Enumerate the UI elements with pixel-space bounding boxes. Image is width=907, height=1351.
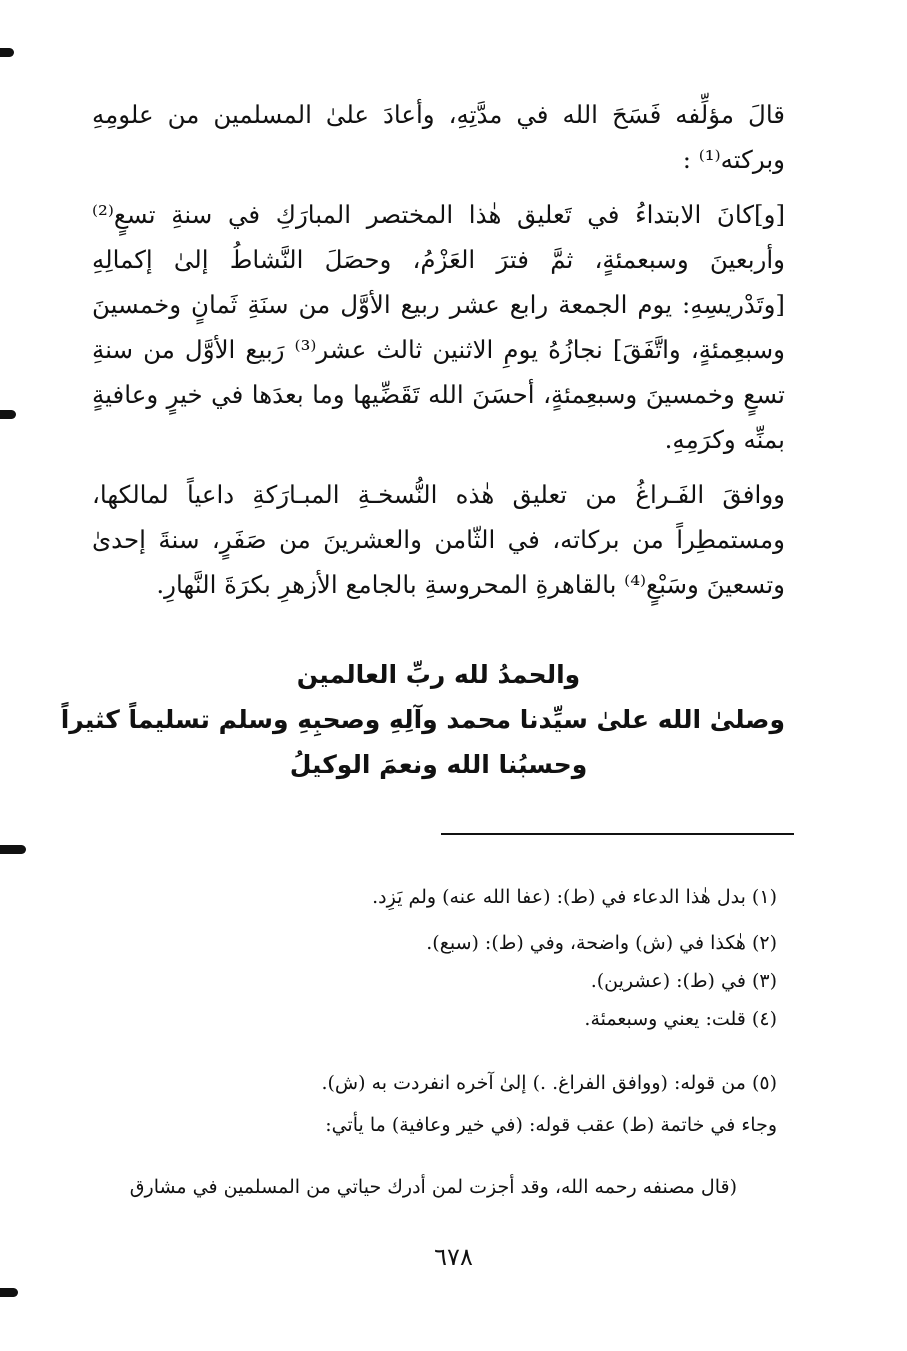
footnote: (٢) هٰكذا في (ش) واضحة، وفي (ط): (سبع). <box>426 932 777 954</box>
closing-doxology <box>60 652 785 787</box>
paragraph-intro: قالَ مؤلِّفه فَسَحَ الله في مدَّتِهِ، وأعادَ علىٰ المسلمين من علومِهِ وبركته⁽¹⁾ : <box>92 100 785 174</box>
closing-line: وصلىٰ الله علىٰ سيِّدنا محمد وآلِهِ وصحبِهِ وسلم تسليماً كثيراً <box>60 705 785 734</box>
page-number: ٦٧٨ <box>434 1243 473 1271</box>
scan-edge-mark <box>0 1288 18 1297</box>
paragraph-completion: ووافقَ الفَـراغُ من تعليق هٰذه النُّسخـةِ المبـارَكةِ داعياً لمالكها، ومستمطِراً من بركاته، في الثّامن والعشرينَ من صَفَرٍ، سنةَ إحدىٰ وتسعينَ وسَبْعٍ⁽⁴⁾ بالقاهرةِ المحروسةِ بالجامع الأزهرِ بكرَةَ النَّهارِ. <box>92 480 785 599</box>
footnote: (٣) في (ط): (عشرين). <box>590 970 777 992</box>
footnote-separator <box>441 833 794 835</box>
closing-line: وحسبُنا الله ونعمَ الوكيلُ <box>289 750 588 779</box>
footnote: (١) بدل هٰذا الدعاء في (ط): (عفا الله عنه) ولم يَزِد. <box>372 886 777 908</box>
main-text <box>92 92 785 607</box>
footnote: وجاء في خاتمة (ط) عقب قوله: (في خير وعافية) ما يأتي: <box>325 1114 777 1136</box>
footnote: (٥) من قوله: (ووافق الفراغ. .) إلىٰ آخره انفردت به (ش). <box>321 1072 777 1094</box>
paragraph-colophon: [و]كانَ الابتداءُ في تَعليق هٰذا المختصر المبارَكِ في سنةِ تسعٍ⁽²⁾ وأربعينَ وسبعمئةٍ، ثمَّ فترَ العَزْمُ، وحصَلَ النَّشاطُ إلىٰ إكمالِهِ [وتَدْريسِهِ: يوم الجمعة رابع عشر ربيع الأوَّل من سنَةِ ثَمانٍ وخمسينَ وسبعِمئةٍ، واتَّفَقَ] نجازُهُ يومِ الاثنين ثالث عشر⁽³⁾ رَبيع الأوَّل من سنةِ تسعٍ وخمسينَ وسبعِمئةٍ، أحسَنَ الله تَقَضِّيها وما بعدَها في خيرٍ وعافيةٍ بمنِّه وكرَمِهِ. <box>92 200 785 454</box>
scan-edge-mark <box>0 410 16 419</box>
closing-line: والحمدُ لله ربِّ العالمين <box>296 660 581 689</box>
footnote: (قال مصنفه رحمه الله، وقد أجزت لمن أدرك حياتي من المسلمين في مشارق <box>129 1176 737 1198</box>
scan-edge-mark <box>0 845 26 854</box>
scan-edge-mark <box>0 48 14 57</box>
footnote: (٤) قلت: يعني وسبعمئة. <box>584 1008 777 1030</box>
